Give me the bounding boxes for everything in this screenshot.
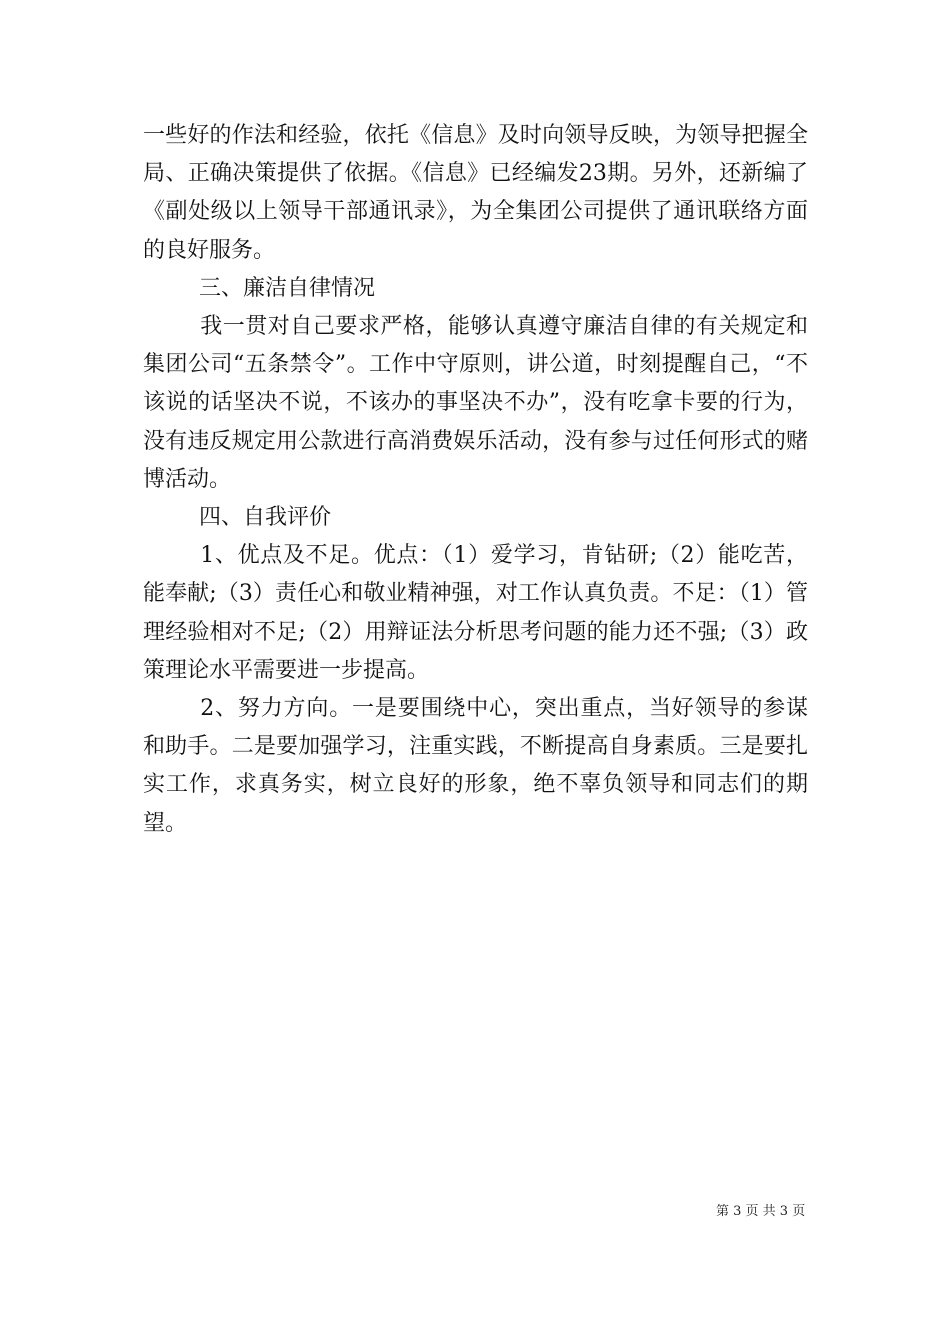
document-body bbox=[143, 117, 808, 843]
section-heading-self-evaluation: 四、自我评价 bbox=[199, 505, 332, 531]
section-heading-integrity: 三、廉洁自律情况 bbox=[199, 275, 376, 301]
paragraph-strengths-weaknesses: 1、优点及不足。优点：（1）爱学习，肯钻研;（2）能吃苦，能奉献;（3）责任心和敬业精神强，对工作认真负责。不足：（1）管理经验相对不足;（2）用辩证法分析思考问题的能力还不强;（3）政策理论水平需要进一步提高。 bbox=[143, 543, 808, 683]
paragraph-direction: 2、努力方向。一是要围绕中心，突出重点，当好领导的参谋和助手。二是要加强学习，注重实践，不断提高自身素质。三是要扎实工作，求真务实，树立良好的形象，绝不辜负领导和同志们的期望。 bbox=[143, 696, 808, 836]
page-number-footer: 第 3 页 共 3 页 bbox=[716, 1204, 806, 1219]
paragraph-continuation: 一些好的作法和经验，依托《信息》及时向领导反映，为领导把握全局、正确决策提供了依据。《信息》已经编发23期。另外，还新编了《副处级以上领导干部通讯录》，为全集团公司提供了通讯联络方面的良好服务。 bbox=[143, 123, 808, 263]
paragraph-integrity: 我一贯对自己要求严格，能够认真遵守廉洁自律的有关规定和集团公司“五条禁令”。工作中守原则，讲公道，时刻提醒自己，“不该说的话坚决不说，不该办的事坚决不办”，没有吃拿卡要的行为，没有违反规定用公款进行高消费娱乐活动，没有参与过任何形式的赌博活动。 bbox=[143, 314, 808, 492]
